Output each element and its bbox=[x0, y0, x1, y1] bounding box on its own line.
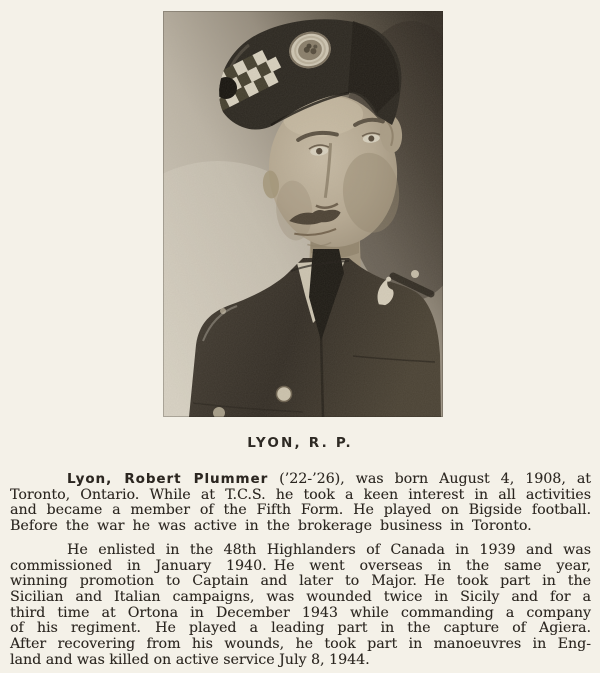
portrait-photo-illustration bbox=[163, 11, 443, 417]
text-line: and became a member of the Fifth Form. He played on Bigside football. bbox=[10, 502, 591, 519]
text-line: Sicilian and Italian campaigns, was wounded twice in Sicily and for a bbox=[10, 588, 591, 605]
portrait-photo bbox=[163, 11, 443, 417]
text-run: (’22-’26), was born August 4, 1908, at bbox=[268, 471, 591, 487]
biography-text bbox=[10, 472, 591, 668]
film-grain-overlay bbox=[163, 11, 443, 417]
text-line: Before the war he was active in the brokerage business in Toronto. bbox=[10, 518, 532, 535]
text-line bbox=[10, 472, 591, 488]
paragraph-2 bbox=[10, 543, 591, 669]
text-line: of his regiment. He played a leading part in the capture of Agiera. bbox=[10, 620, 591, 637]
photo-caption: LYON, R. P. bbox=[247, 435, 353, 451]
text-line: third time at Ortona in December 1943 while commanding a company bbox=[10, 604, 591, 621]
text-line: land and was killed on active service July 8, 1944. bbox=[10, 651, 370, 668]
text-line: After recovering from his wounds, he took part in manoeuvres in Eng- bbox=[10, 636, 591, 653]
subject-name: Lyon, Robert Plummer bbox=[67, 472, 269, 487]
text-line: Toronto, Ontario. While at T.C.S. he took a keen interest in all activities bbox=[10, 486, 591, 503]
paragraph-1 bbox=[10, 472, 591, 535]
text-line: commissioned in January 1940. He went overseas in the same year, bbox=[10, 557, 591, 574]
text-line: winning promotion to Captain and later to Major. He took part in the bbox=[10, 573, 591, 590]
text-line: He enlisted in the 48th Highlanders of Canada in 1939 and was bbox=[67, 541, 591, 558]
